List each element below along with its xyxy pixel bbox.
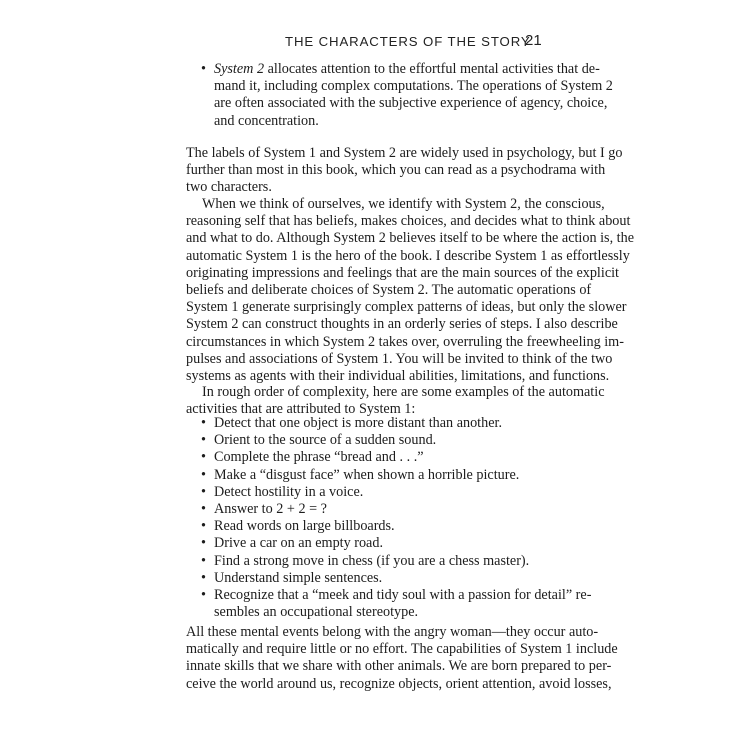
list-item: • Detect that one object is more distant than another. — [201, 415, 502, 431]
paragraph-ourselves — [186, 196, 635, 385]
paragraph-line: System 1 generate surprisingly complex patterns of ideas, but only the slower — [186, 299, 627, 316]
running-header-title: THE CHARACTERS OF THE STORY — [285, 34, 531, 49]
paragraph-complexity — [186, 384, 605, 418]
system2-bullet — [201, 61, 613, 130]
paragraph-line: reasoning self that has beliefs, makes choices, and decides what to think about — [186, 213, 631, 230]
page-number: 21 — [525, 32, 542, 49]
paragraph-line: systems as agents with their individual abilities, limitations, and functions. — [186, 368, 610, 385]
bullet-line: System 2 allocates attention to the effortful mental activities that de- — [214, 61, 600, 77]
list-item: • Complete the phrase “bread and . . .” — [201, 449, 424, 466]
list-item: • Detect hostility in a voice. — [201, 483, 364, 500]
paragraph-line: matically and require little or no effort. The capabilities of System 1 include — [186, 641, 618, 658]
paragraph-line: pulses and associations of System 1. You will be invited to think of the two — [186, 350, 613, 367]
paragraph-line: innate skills that we share with other animals. We are born prepared to per- — [186, 658, 612, 675]
list-item: • Answer to 2 + 2 = ? — [201, 501, 327, 518]
bullet-line: mand it, including complex computations. The operations of System 2 — [214, 78, 613, 95]
paragraph-line: activities that are attributed to System 1: — [186, 401, 416, 418]
list-item — [201, 61, 613, 130]
paragraph-line: ceive the world around us, recognize objects, orient attention, avoid losses, — [186, 675, 612, 692]
paragraph-line: System 2 can construct thoughts in an orderly series of steps. I also describe — [186, 316, 618, 333]
system1-examples-list — [201, 415, 592, 621]
paragraph-line: The labels of System 1 and System 2 are widely used in psychology, but I go — [186, 145, 623, 161]
list-item: • Read words on large billboards. — [201, 518, 395, 535]
paragraph-line: further than most in this book, which you can read as a psychodrama with — [186, 162, 606, 179]
list-item: • Drive a car on an empty road. — [201, 535, 383, 552]
list-item: • Make a “disgust face” when shown a horrible picture. — [201, 466, 520, 483]
paragraph-labels — [186, 145, 623, 197]
list-item: • Understand simple sentences. — [201, 569, 383, 586]
list-item: • Recognize that a “meek and tidy soul with a passion for detail” re- sembles an occupational stereotype. — [201, 587, 592, 621]
bullet-glyph: • — [201, 61, 206, 77]
system2-lead: System 2 — [214, 61, 265, 77]
bullet-line: are often associated with the subjective experience of agency, choice, — [214, 95, 608, 112]
paragraph-line: When we think of ourselves, we identify with System 2, the conscious, — [202, 196, 605, 212]
paragraph-angry-woman — [186, 624, 618, 693]
paragraph-line: circumstances in which System 2 takes over, overruling the freewheeling im- — [186, 333, 624, 350]
paragraph-line: All these mental events belong with the angry woman—they occur auto- — [186, 624, 599, 640]
paragraph-line: two characters. — [186, 179, 272, 196]
paragraph-line: and what to do. Although System 2 believes itself to be where the action is, the — [186, 230, 635, 247]
paragraph-line: automatic System 1 is the hero of the book. I describe System 1 as effortlessly — [186, 247, 630, 264]
paragraph-line: beliefs and deliberate choices of System 2. The automatic operations of — [186, 282, 592, 299]
paragraph-line: In rough order of complexity, here are some examples of the automatic — [202, 384, 605, 400]
bullet-line: and concentration. — [214, 112, 319, 129]
list-item: • Orient to the source of a sudden sound. — [201, 432, 437, 449]
list-item: • Find a strong move in chess (if you are a chess master). — [201, 552, 530, 569]
paragraph-line: originating impressions and feelings that are the main sources of the explicit — [186, 264, 619, 281]
